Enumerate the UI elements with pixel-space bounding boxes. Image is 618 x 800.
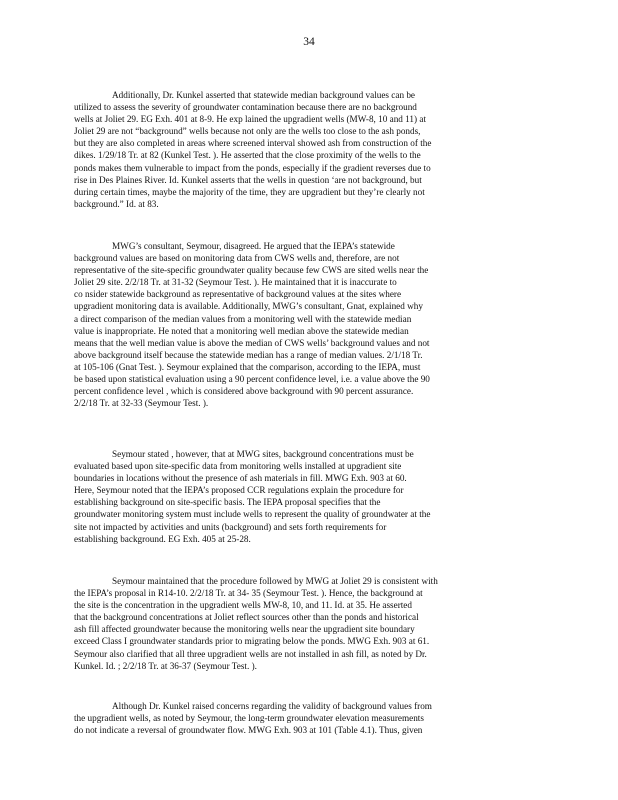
text-line: representative of the site-specific groundwater quality because few CWS are sited wells near the: [74, 265, 429, 276]
text-line: do not indicate a reversal of groundwater flow. MWG Exh. 903 at 101 (Table 4.1). Thus, given: [74, 725, 423, 736]
text-line: boundaries in locations without the presence of ash materials in fill. MWG Exh. 903 at 60.: [74, 473, 407, 484]
text-line: above background itself because the statewide median has a range of median values. 2/1/18 Tr.: [74, 349, 423, 360]
page-number: 34: [303, 36, 315, 48]
text-line: groundwater monitoring system must include wells to represent the quality of groundwater at the: [74, 509, 431, 520]
text-line: the site is the concentration in the upgradient wells MW-8, 10, and 11. Id. at 35. He asserted: [74, 600, 412, 611]
text-line: percent confidence level , which is considered above background with 90 percent assurance.: [74, 386, 414, 397]
text-line: Additionally, Dr. Kunkel asserted that statewide median background values can be: [112, 90, 416, 100]
text-line: value is inappropriate. He noted that a monitoring well median above the statewide median: [74, 325, 409, 336]
text-line: background values are based on monitoring data from CWS wells and, therefore, are not: [74, 253, 400, 264]
text-line: evaluated based upon site-specific data from monitoring wells installed at upgradient site: [74, 461, 402, 472]
text-line: establishing background on site-specific basis. The IEPA proposal specifies that the: [74, 497, 381, 508]
paragraph-although-kunkel: [74, 700, 544, 736]
paragraph-kunkel-background: [74, 89, 544, 210]
paragraph-seymour-stated: [74, 448, 544, 545]
text-line: Seymour stated , however, that at MWG sites, background concentrations must be: [112, 449, 414, 459]
text-line: ash fill affected groundwater because the monitoring wells near the upgradient site boundary: [74, 624, 415, 635]
text-line: rise in Des Plaines River. Id. Kunkel asserts that the wells in question ‘are not background, but: [74, 174, 422, 185]
text-line: wells at Joliet 29. EG Exh. 401 at 8-9. He exp lained the upgradient wells (MW-8, 10 and 11) at: [74, 114, 427, 125]
text-line: Kunkel. Id. ; 2/2/18 Tr. at 36-37 (Seymour Test. ).: [74, 660, 257, 671]
text-line: Here, Seymour noted that the IEPA’s proposed CCR regulations explain the procedure for: [74, 485, 404, 496]
text-line: utilized to assess the severity of groundwater contamination because there are no background: [74, 102, 417, 113]
text-line: Joliet 29 are not “background” wells because not only are the wells too close to the ash ponds,: [74, 126, 421, 137]
text-line: Seymour maintained that the procedure followed by MWG at Joliet 29 is consistent with: [112, 576, 438, 586]
paragraph-seymour-disagreed: [74, 240, 544, 409]
text-line: upgradient monitoring data is available. Additionally, MWG’s consultant, Gnat, explained why: [74, 301, 423, 312]
text-line: site not impacted by activities and units (background) and sets forth requirements for: [74, 521, 387, 532]
text-line: the upgradient wells, as noted by Seymour, the long-term groundwater elevation measurements: [74, 713, 424, 724]
text-line: be based upon statistical evaluation using a 90 percent confidence level, i.e. a value above the 90: [74, 374, 430, 385]
text-line: Joliet 29 site. 2/2/18 Tr. at 31-32 (Seymour Test. ). He maintained that it is inaccurate to: [74, 277, 397, 288]
text-line: Although Dr. Kunkel raised concerns regarding the validity of background values from: [112, 701, 432, 711]
text-line: ponds makes them vulnerable to impact from the ponds, especially if the gradient reverses due to: [74, 162, 431, 173]
text-line: but they are also completed in areas where screened interval showed ash from construction of the: [74, 138, 432, 149]
text-line: establishing background. EG Exh. 405 at 25-28.: [74, 533, 251, 544]
text-line: at 105-106 (Gnat Test. ). Seymour explained that the comparison, according to the IEPA, must: [74, 361, 421, 372]
text-line: the IEPA’s proposal in R14-10. 2/2/18 Tr. at 34- 35 (Seymour Test. ). Hence, the background at: [74, 588, 423, 599]
text-line: MWG’s consultant, Seymour, disagreed. He argued that the IEPA’s statewide: [112, 241, 395, 251]
text-line: co nsider statewide background as representative of background values at the sites where: [74, 289, 402, 300]
text-line: that the background concentrations at Joliet reflect sources other than the ponds and historical: [74, 612, 419, 623]
text-line: background.” Id. at 83.: [74, 198, 159, 209]
text-line: means that the well median value is above the median of CWS wells’ background values and not: [74, 337, 430, 348]
text-line: during certain times, maybe the majority of the time, they are upgradient but they’re clearly not: [74, 186, 425, 197]
text-line: 2/2/18 Tr. at 32-33 (Seymour Test. ).: [74, 398, 209, 409]
text-line: dikes. 1/29/18 Tr. at 82 (Kunkel Test. ). He asserted that the close proximity of the wells to the: [74, 150, 421, 161]
text-line: Seymour also clarified that all three upgradient wells are not installed in ash fill, as noted by Dr.: [74, 648, 427, 659]
text-line: a direct comparison of the median values from a monitoring well with the statewide median: [74, 313, 412, 324]
paragraph-seymour-maintained: [74, 575, 544, 672]
text-line: exceed Class I groundwater standards prior to migrating below the ponds. MWG Exh. 903 at 61.: [74, 636, 430, 647]
